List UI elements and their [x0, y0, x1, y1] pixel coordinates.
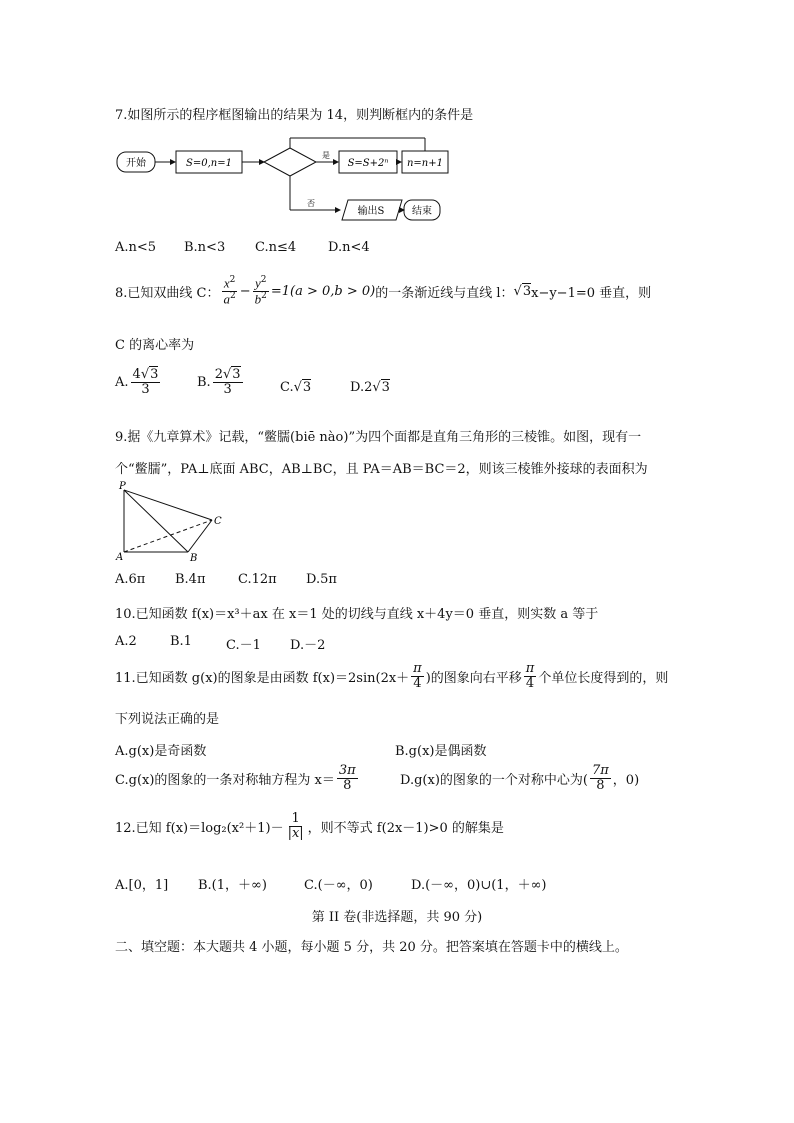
q11-stem: 11.已知函数 g(x)的图象是由函数 f(x)＝2sin(2x＋ $\frac{\pi}{4}$ )的图象向右平移 $\frac{\pi}{4}$ 个单位长度得到的，则: [115, 661, 669, 691]
q10-stem: 10.已知函数 f(x)＝x³＋ax 在 x＝1 处的切线与直线 x＋4y＝0 垂直，则实数 a 等于: [115, 607, 599, 622]
q8-condition: =1(a > 0,b > 0): [270, 283, 376, 299]
q9-option-c: C.12π: [238, 572, 277, 587]
q9-option-d: D.5π: [306, 572, 337, 587]
label-p: P: [119, 481, 126, 492]
q9-pyramid-figure: [112, 480, 232, 565]
flow-end-label: 结束: [412, 206, 432, 217]
flow-start-label: 开始: [126, 158, 146, 169]
q11-option-b: B.g(x)是偶函数: [395, 744, 487, 759]
part2-heading: 二、填空题：本大题共 4 小题，每小题 5 分，共 20 分。把答案填在答题卡中的横线上。: [115, 940, 628, 955]
q8-option-a: A. $\frac{4√3}{3}$: [115, 367, 159, 397]
label-c: C: [214, 516, 222, 527]
q11-option-d: D.g(x)的图象的一个对称中心为( $\frac{7\pi}{8}$ ，0): [400, 763, 640, 793]
q8-line2: C 的离心率为: [115, 338, 195, 353]
q11-frac-pi4-a: $\frac{\pi}{4}$: [413, 661, 422, 691]
q9-line1: 9.据《九章算术》记载，“鳖臑(biē nào)”为四个面都是直角三角形的三棱锥。如图，现有一: [115, 430, 642, 445]
flow-init-label: S=0,n=1: [186, 158, 232, 169]
q12-option-c: C.(－∞，0): [304, 878, 373, 893]
q8-stem: 8.已知双曲线 C： $\frac{x^2}{a^2}$ − $\frac{y^2}{b^2}$ =1(a > 0,b > 0) 的一条渐近线与直线 l： √3 x−y−1=0 垂直，则: [115, 275, 652, 307]
q9-option-a: A.6π: [115, 572, 146, 587]
flow-decision-diamond: [264, 148, 316, 176]
q11-frac-pi4-b: $\frac{\pi}{4}$: [525, 661, 535, 691]
q7-option-c: C.n≤4: [255, 240, 297, 255]
q8-middle: 的一条渐近线与直线 l：: [375, 285, 514, 301]
section-title: 第 II 卷(非选择题，共 90 分): [311, 910, 483, 925]
q8-option-b: B. $\frac{2√3}{3}$: [197, 367, 241, 397]
q7-option-b: B.n<3: [184, 240, 226, 255]
q10-option-b: B.1: [170, 634, 192, 649]
flow-assign-label: S=S+2ⁿ: [347, 158, 389, 169]
q11-option-c: C.g(x)的图象的一条对称轴方程为 x＝ $\frac{3\pi}{8}$: [115, 763, 356, 793]
q7-flowchart: [112, 132, 457, 227]
q12-stem: 12.已知 f(x)＝log₂(x²＋1)－ $\frac{1}{|x|}$ ，则不等式 f(2x－1)>0 的解集是: [115, 811, 504, 841]
q9-option-b: B.4π: [175, 572, 206, 587]
q11-line2: 下列说法正确的是: [115, 712, 220, 727]
q7-option-a: A.n<5: [115, 240, 157, 255]
q8-sqrt3: √3: [513, 283, 532, 299]
q9-line2: 个“鳖臑”，PA⊥底面 ABC，AB⊥BC，且 PA＝AB＝BC＝2，则该三棱锥外接球的表面积为: [115, 462, 648, 477]
flow-no-label: 否: [307, 199, 315, 208]
q12-option-d: D.(－∞，0)∪(1，＋∞): [411, 878, 547, 893]
label-a: A: [116, 552, 124, 563]
flow-output-label: 输出S: [357, 206, 385, 217]
q8-line-eq: x−y−1=0 垂直，则: [531, 285, 652, 301]
q10-option-a: A.2: [115, 634, 137, 649]
q8-option-c: C.√3: [280, 380, 312, 395]
q8-prefix: 8.已知双曲线 C：: [115, 285, 220, 301]
label-b: B: [190, 553, 198, 564]
q12-option-b: B.(1，＋∞): [198, 878, 267, 893]
q8-option-d: D.2√3: [350, 380, 390, 395]
q7-option-d: D.n<4: [328, 240, 370, 255]
q7-stem: 7.如图所示的程序框图输出的结果为 14，则判断框内的条件是: [115, 108, 474, 123]
flow-incr-label: n=n+1: [406, 158, 444, 169]
q8-frac-x: $\frac{x^2}{a^2}$: [223, 275, 236, 307]
q8-frac-y: $\frac{y^2}{b^2}$: [254, 275, 267, 307]
q12-option-a: A.[0，1]: [115, 878, 169, 893]
q11-option-a: A.g(x)是奇函数: [115, 744, 207, 759]
flow-yes-label: 是: [322, 151, 330, 160]
q10-option-c: C.－1: [226, 638, 261, 653]
q10-option-d: D.－2: [290, 638, 326, 653]
